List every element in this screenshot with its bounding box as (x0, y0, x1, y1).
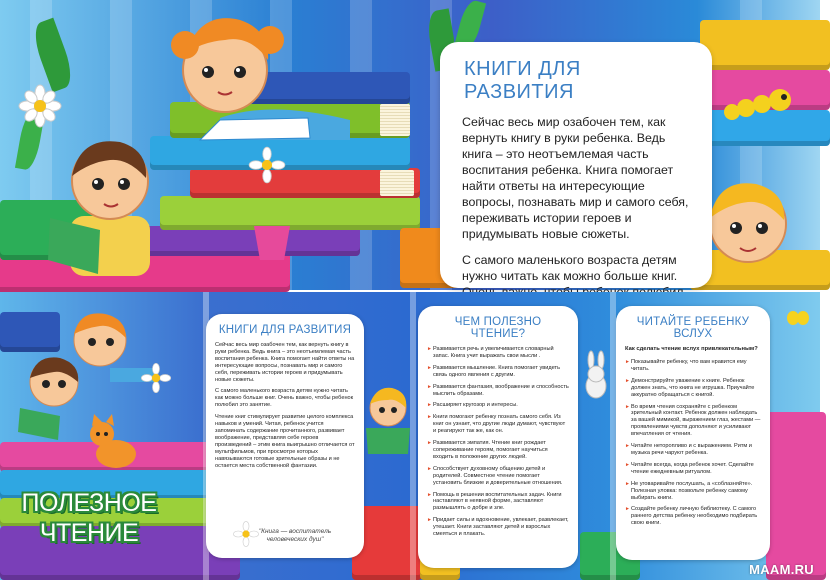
list-item: ► Показывайте ребенку, что вам нравится ему читать. (625, 359, 761, 373)
list-item: ► Помощь в решении воспитательных задач. Книги наставляют в неявной форме, заставляют размышлять о добре и зле. (427, 492, 569, 513)
list-item: ► Развивается мышление. Книга помогает увидеть связь одного явления с другим. (427, 365, 569, 379)
daisy-icon (142, 364, 170, 392)
book-illustration (700, 20, 830, 70)
list-item: ► Способствует духовному общению детей и родителей. Совместное чтение помогает установить близкие и доверительные отношения. (427, 466, 569, 487)
cover-title-line-2: ЧТЕНИЕ (39, 519, 139, 547)
daisy-icon (234, 522, 258, 546)
daisy-icon (250, 148, 284, 182)
list-item: ► Демонстрируйте уважение к книге. Ребенок должен знать, что книга не игрушка. Приучайте аккуратно обращаться с книгой. (625, 378, 761, 399)
panel-3-lead: Как сделать чтение вслух привлекательным? (625, 346, 758, 352)
panel-3-title: ЧИТАЙТЕ РЕБЕНКУ ВСЛУХ (636, 316, 750, 340)
caterpillar-icon (722, 84, 802, 124)
girl-reading-illustration (180, 0, 380, 150)
fold-line (410, 292, 416, 580)
panel-2-title: ЧЕМ ПОЛЕЗНО ЧТЕНИЕ? (454, 316, 542, 340)
bunny-icon (582, 352, 610, 400)
watermark: MAAM.RU (749, 562, 814, 577)
panel-1-paragraph: Сейчас весь мир озабочен тем, как вернуть книгу в руки ребенка. Ведь книга – это неотъемлемая часть воспитания ребенка. Книга помогает найти ответы на интересующие вопросы, познавать мир и самого себя, переживать истории героев и придумывать новые сюжеты. (215, 342, 355, 383)
panel-1-paragraph: С самого маленького возраста детям нужно читать как можно больше книг. Очень важно, чтобы ребенок полюбил это занятие. (215, 388, 354, 409)
intro-paragraph-1: Сейчас весь мир озабочен тем, как вернуть книгу в руки ребенка. Ведь книга – это неотъемлемая часть воспитания ребенка. Книга помогает найти ответы на интересующие вопросы, познавать мир и самого себя, переживать истории героев и придумывать новые сюжеты. (462, 115, 689, 241)
boy-reading-illustration (358, 384, 418, 464)
list-item: ► Развивается фантазия, воображение и способность мыслить образами. (427, 384, 569, 398)
cover-title (10, 488, 168, 560)
daisy-icon (20, 86, 60, 126)
list-item: ► Читайте всегда, когда ребенок хочет. Сделайте чтение ежедневным ритуалом. (625, 462, 761, 476)
intro-paragraph-2: С самого маленького возраста детям нужно читать как можно больше книг. (462, 253, 678, 283)
list-item: ► Развивается эмпатия. Чтение книг рождает сопереживание героям, помогает научиться входить в положение других людей. (427, 440, 569, 461)
list-item: ► Во время чтения сохраняйте с ребенком зрительный контакт. Ребенок должен наблюдать за вашей мимикой, выражением глаз, жестами — проявлениями чувств дополняют и усиливают впечатления от чтения. (625, 404, 761, 439)
panel-2-bullet-list (427, 346, 569, 538)
panel-benefits-of-reading (418, 306, 578, 568)
fold-line (203, 292, 209, 580)
fold-line (610, 292, 616, 580)
list-item: ► Развивается речь и увеличивается словарный запас. Книга учит выражать свои мысли . (427, 346, 569, 360)
top-banner (0, 0, 820, 290)
list-item: ► Книги помогают ребенку познать самого себя. Из книг он узнает, что другие люди думают, чувствуют и реагируют так же, как он. (427, 414, 569, 435)
intro-title: КНИГИ ДЛЯ РАЗВИТИЯ (464, 58, 581, 103)
list-item: ► Расширяет кругозор и интересы. (427, 402, 569, 409)
boy-reading-illustration (14, 352, 94, 442)
intro-card (440, 42, 712, 288)
list-item: ► Создайте ребенку личную библиотеку. С самого раннего детства ребенку необходимо подбирать свою книги. (625, 506, 761, 527)
cat-icon (84, 412, 144, 472)
flower-pot-icon (250, 222, 294, 262)
list-item: ► Не уговаривайте послушать, а «соблазняйте». Полезная уловка: позвольте ребенку самому выбирать книги. (625, 481, 761, 502)
butterfly-icon (786, 310, 810, 330)
boy-peeking-illustration (700, 178, 820, 290)
list-item: ► Придает силы и вдохновение, увлекает, развлекает, утешает. Книги заставляют детей и взрослых смеяться и плакать. (427, 517, 569, 538)
panel-1-paragraph: Чтение книг стимулирует развитие целого комплекса навыков и умений. Читая, ребенок учится запоминать содержание прочитанного, развивает воображение, представляя себе героев произведений – этим книга выигрышно отличается от мультфильмов, при просмотре которых навязываются готовые зрительные образы и не остается места собственной фантазии. (215, 414, 355, 469)
cover-title-line-1: ПОЛЕЗНОЕ (21, 489, 157, 517)
panel-1-quote: "Книга — воспитатель человеческих душ" (258, 528, 332, 543)
panel-books-for-development (206, 314, 364, 558)
panel-3-bullet-list (625, 359, 761, 527)
panel-1-title: КНИГИ ДЛЯ РАЗВИТИЯ (218, 324, 352, 336)
list-item: ► Читайте неторопливо и с выражением. Ритм и музыка речи чаруют ребенка. (625, 443, 761, 457)
panel-read-aloud (616, 306, 770, 560)
boy-reading-illustration (40, 126, 180, 276)
